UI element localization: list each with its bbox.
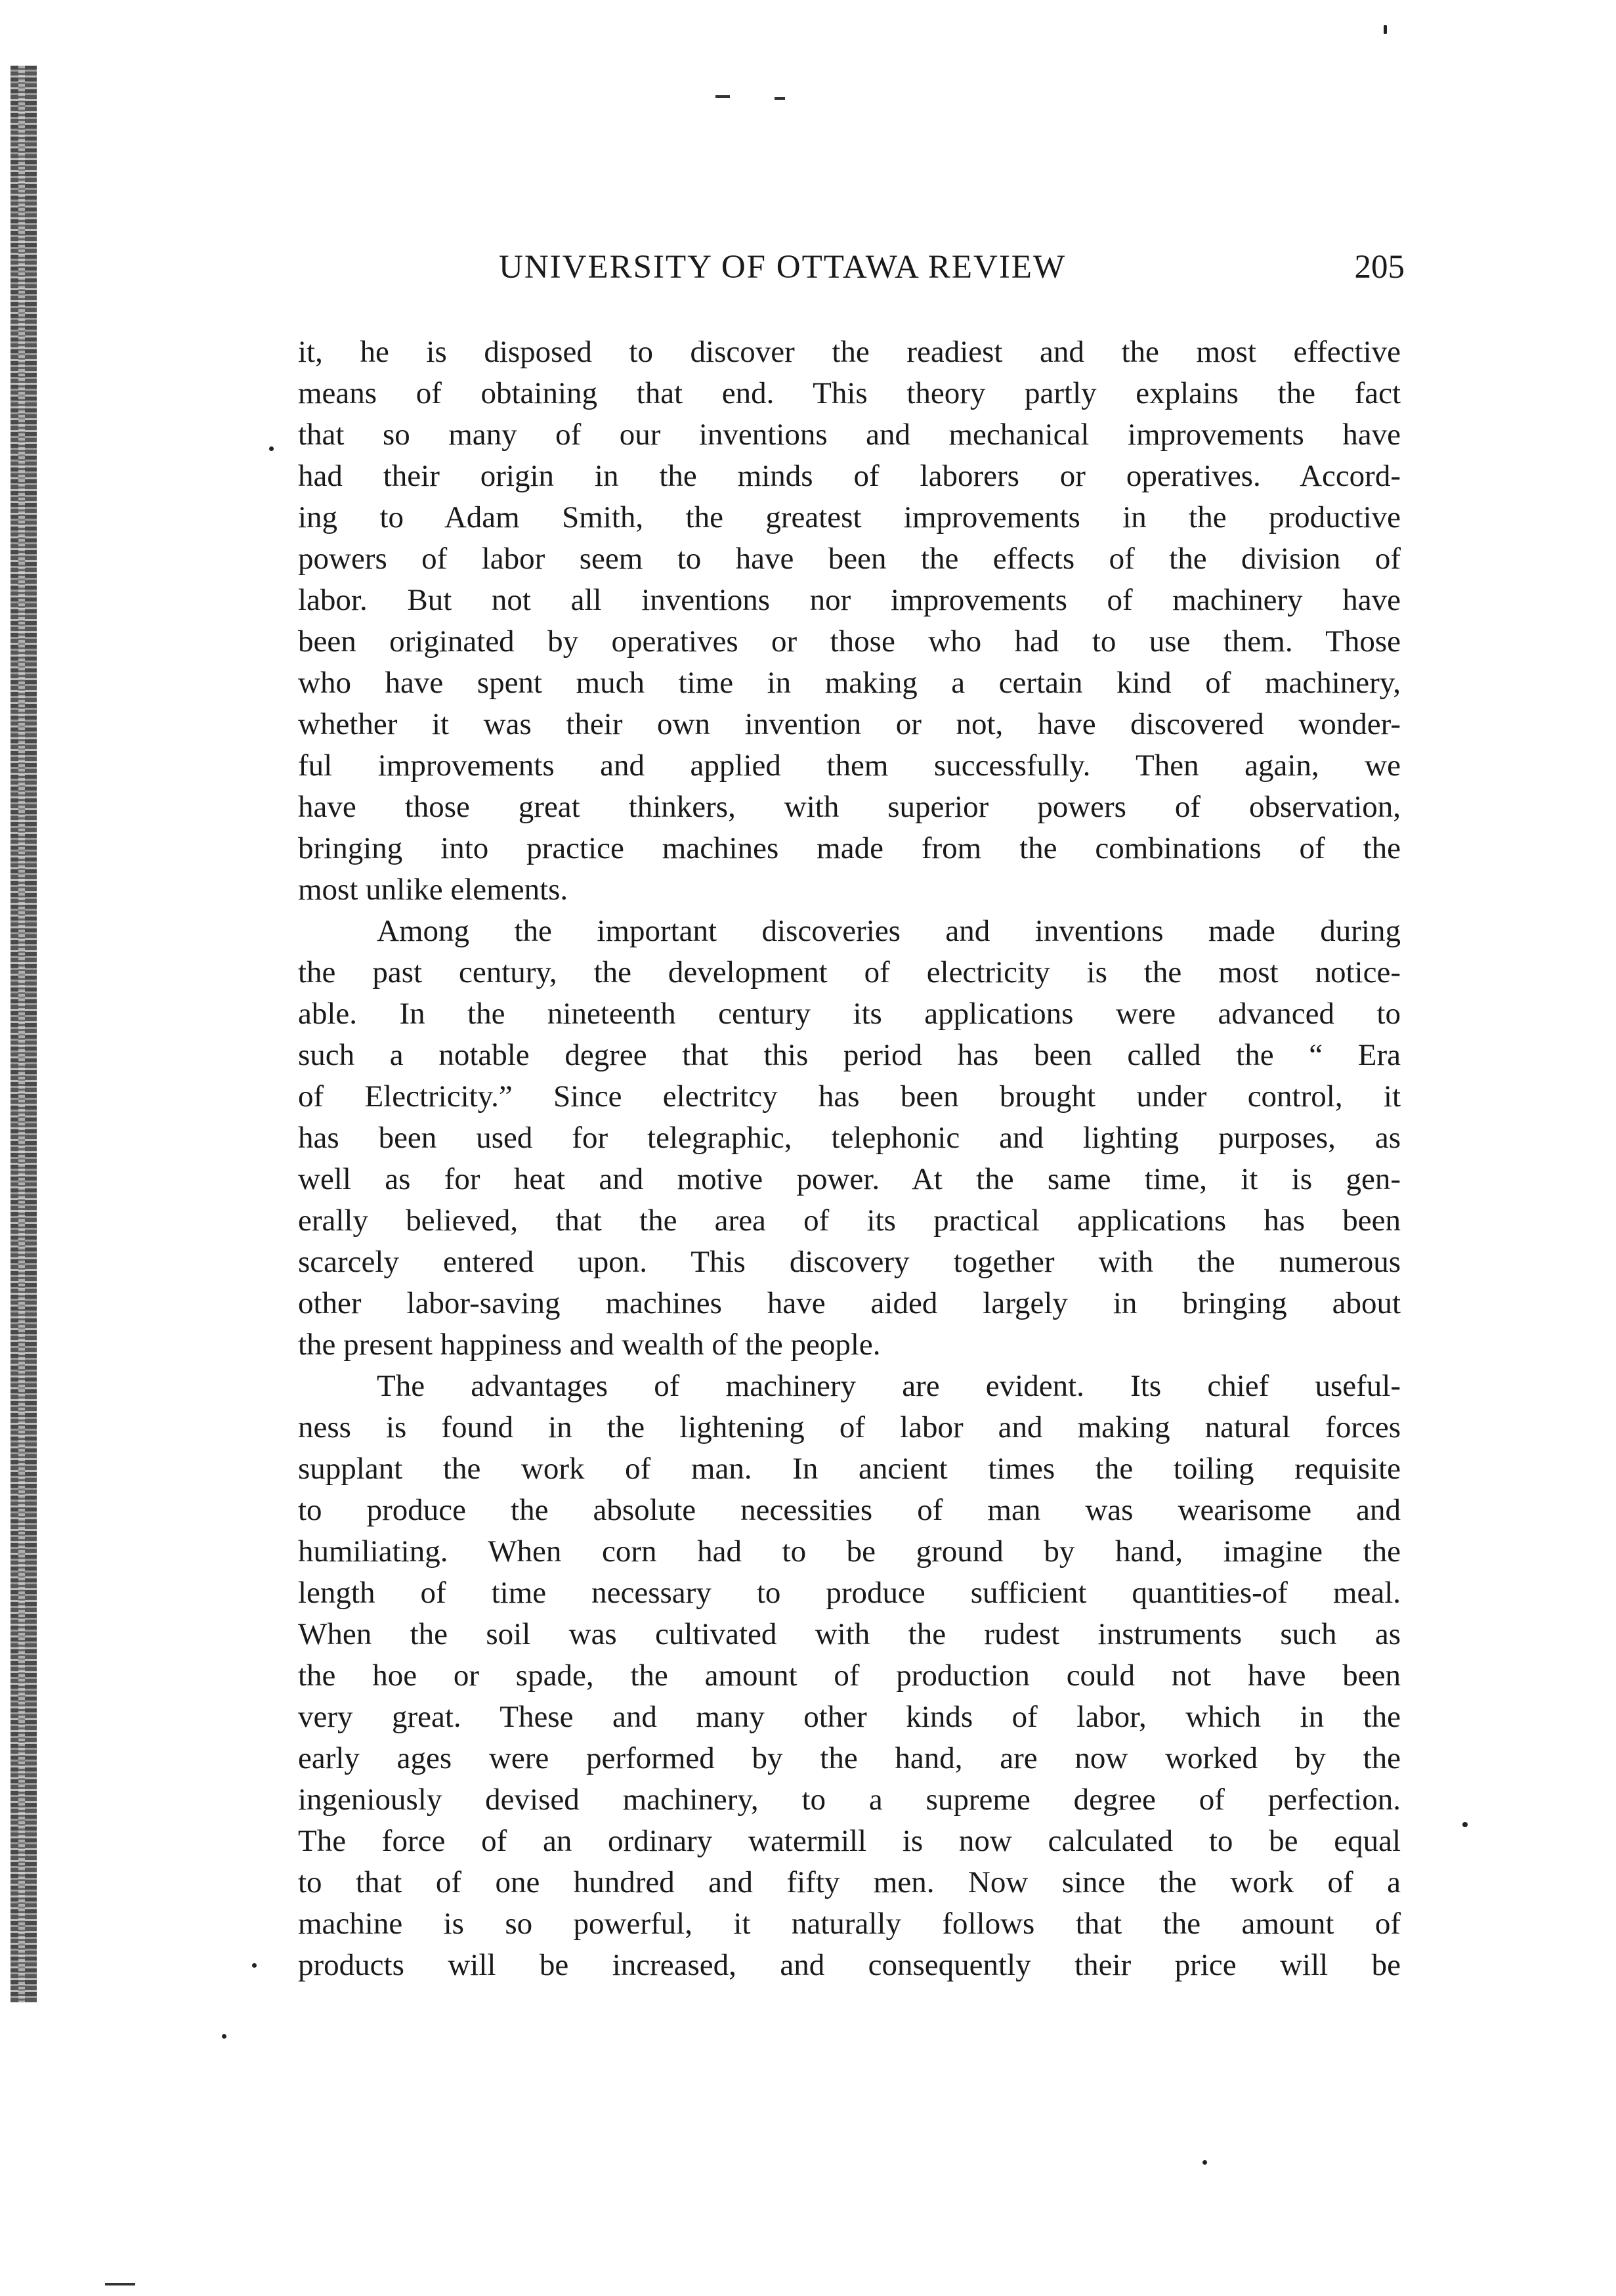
article-body: [298, 332, 1401, 1986]
scan-mark: [715, 95, 730, 98]
text-line: means of obtaining that end. This theory partly explains the fact: [298, 376, 1401, 410]
text-line: most unlike elements.: [298, 873, 568, 907]
text-line: the past century, the development of electricity is the most notice-: [298, 955, 1401, 989]
text-line: humiliating. When corn had to be ground by hand, imagine the: [298, 1534, 1401, 1569]
page-binding-edge: [11, 66, 37, 2003]
text-line: ingeniously devised machinery, to a supreme degree of perfection.: [298, 1783, 1401, 1817]
scan-speck: [252, 1963, 257, 1968]
text-line: The force of an ordinary watermill is now calculated to be equal: [298, 1824, 1401, 1858]
text-line: other labor-saving machines have aided largely in bringing about: [298, 1286, 1401, 1320]
running-head: [499, 248, 1405, 294]
text-line: the hoe or spade, the amount of production could not have been: [298, 1658, 1401, 1693]
text-line: whether it was their own invention or not, have discovered wonder-: [298, 707, 1401, 741]
scan-speck: [1462, 1822, 1468, 1827]
text-line: has been used for telegraphic, telephonic and lighting purposes, as: [298, 1121, 1401, 1155]
scan-speck: [269, 446, 274, 451]
text-line: able. In the nineteenth century its applications were advanced to: [298, 997, 1401, 1031]
text-line: ness is found in the lightening of labor and making natural forces: [298, 1410, 1401, 1444]
text-line: been originated by operatives or those who had to use them. Those: [298, 624, 1401, 659]
text-line: well as for heat and motive power. At the same time, it is gen-: [298, 1162, 1401, 1196]
text-line: erally believed, that the area of its practical applications has been: [298, 1203, 1401, 1238]
text-line: had their origin in the minds of laborers or operatives. Accord-: [298, 459, 1401, 493]
text-line: to that of one hundred and fifty men. Now since the work of a: [298, 1865, 1401, 1899]
text-line: machine is so powerful, it naturally follows that the amount of: [298, 1907, 1401, 1941]
text-line: labor. But not all inventions nor improvements of machinery have: [298, 583, 1401, 617]
scan-mark: [775, 97, 785, 100]
text-line: that so many of our inventions and mechanical improvements have: [298, 418, 1401, 452]
text-line: to produce the absolute necessities of man was wearisome and: [298, 1493, 1401, 1527]
scan-mark: [105, 2283, 135, 2285]
scan-speck: [222, 2034, 226, 2039]
text-line: bringing into practice machines made from the combinations of the: [298, 831, 1401, 865]
scan-speck: [1202, 2160, 1207, 2165]
running-title: UNIVERSITY OF OTTAWA REVIEW: [499, 249, 1067, 286]
text-line: The advantages of machinery are evident. Its chief useful-: [377, 1369, 1401, 1403]
text-line: of Electricity.” Since electritcy has been brought under control, it: [298, 1079, 1401, 1114]
text-line: Among the important discoveries and inventions made during: [377, 914, 1401, 948]
text-line: supplant the work of man. In ancient times the toiling requisite: [298, 1452, 1401, 1486]
text-line: who have spent much time in making a certain kind of machinery,: [298, 666, 1401, 700]
text-line: products will be increased, and consequently their price will be: [298, 1948, 1401, 1982]
text-line: have those great thinkers, with superior powers of observation,: [298, 790, 1401, 824]
text-line: ing to Adam Smith, the greatest improvements in the productive: [298, 500, 1401, 534]
text-line: length of time necessary to produce sufficient quantities-of meal.: [298, 1576, 1401, 1610]
text-line: powers of labor seem to have been the effects of the division of: [298, 542, 1401, 576]
text-line: early ages were performed by the hand, are now worked by the: [298, 1741, 1401, 1775]
text-line: scarcely entered upon. This discovery together with the numerous: [298, 1245, 1401, 1279]
text-line: very great. These and many other kinds of labor, which in the: [298, 1700, 1401, 1734]
page-number: 205: [1354, 249, 1405, 286]
scan-speck: [1384, 25, 1387, 34]
text-line: When the soil was cultivated with the rudest instruments such as: [298, 1617, 1401, 1651]
text-line: ful improvements and applied them successfully. Then again, we: [298, 748, 1401, 783]
text-line: such a notable degree that this period has been called the “ Era: [298, 1038, 1401, 1072]
text-line: the present happiness and wealth of the people.: [298, 1328, 881, 1362]
text-line: it, he is disposed to discover the readiest and the most effective: [298, 335, 1401, 369]
